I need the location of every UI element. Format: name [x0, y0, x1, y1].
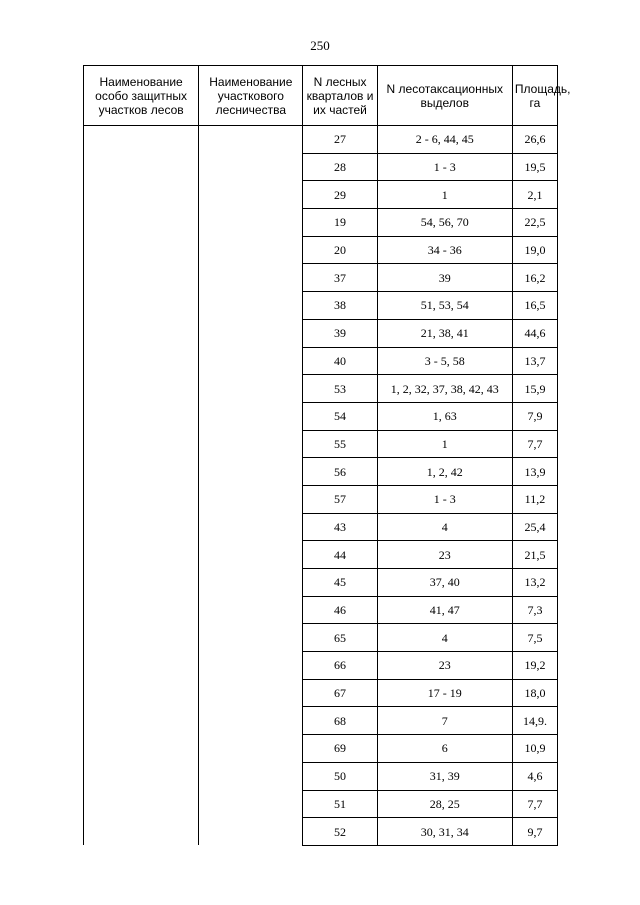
- page-number: 250: [310, 38, 330, 53]
- quarter-cell: 45: [303, 569, 377, 597]
- area-cell: 44,6: [512, 319, 557, 347]
- quarter-cell: 52: [303, 818, 377, 846]
- header-quarter-number: N лесных кварталов и их частей: [303, 66, 377, 126]
- quarter-cell: 56: [303, 458, 377, 486]
- compartments-cell: 34 - 36: [377, 236, 512, 264]
- quarter-cell: 55: [303, 430, 377, 458]
- quarter-cell: 68: [303, 707, 377, 735]
- header-area: Площадь, га: [512, 66, 557, 126]
- area-cell: 14,9.: [512, 707, 557, 735]
- area-cell: 15,9: [512, 375, 557, 403]
- area-cell: 13,2: [512, 569, 557, 597]
- compartments-cell: 3 - 5, 58: [377, 347, 512, 375]
- area-cell: 4,6: [512, 762, 557, 790]
- area-cell: 16,5: [512, 292, 557, 320]
- area-cell: 7,3: [512, 596, 557, 624]
- compartments-cell: 4: [377, 513, 512, 541]
- district-forestry-cell: [199, 126, 303, 846]
- compartments-cell: 1, 2, 42: [377, 458, 512, 486]
- quarter-cell: 65: [303, 624, 377, 652]
- area-cell: 7,7: [512, 430, 557, 458]
- area-cell: 19,5: [512, 153, 557, 181]
- compartments-cell: 1: [377, 181, 512, 209]
- quarter-cell: 46: [303, 596, 377, 624]
- compartments-cell: 28, 25: [377, 790, 512, 818]
- compartments-cell: 1 - 3: [377, 485, 512, 513]
- compartments-cell: 1: [377, 430, 512, 458]
- area-cell: 22,5: [512, 209, 557, 237]
- quarter-cell: 67: [303, 679, 377, 707]
- area-cell: 16,2: [512, 264, 557, 292]
- compartments-cell: 51, 53, 54: [377, 292, 512, 320]
- quarter-cell: 44: [303, 541, 377, 569]
- quarter-cell: 51: [303, 790, 377, 818]
- area-cell: 26,6: [512, 126, 557, 154]
- area-cell: 13,7: [512, 347, 557, 375]
- table-body: [84, 126, 558, 846]
- area-cell: 19,2: [512, 652, 557, 680]
- quarter-cell: 20: [303, 236, 377, 264]
- area-cell: 2,1: [512, 181, 557, 209]
- area-cell: 10,9: [512, 735, 557, 763]
- protected-area-cell: [84, 126, 199, 846]
- area-cell: 11,2: [512, 485, 557, 513]
- table-header: [84, 66, 571, 126]
- quarter-cell: 29: [303, 181, 377, 209]
- quarter-cell: 57: [303, 485, 377, 513]
- compartments-cell: 4: [377, 624, 512, 652]
- area-cell: 18,0: [512, 679, 557, 707]
- quarter-cell: 39: [303, 319, 377, 347]
- area-cell: 21,5: [512, 541, 557, 569]
- compartments-cell: 21, 38, 41: [377, 319, 512, 347]
- compartments-cell: 1, 2, 32, 37, 38, 42, 43: [377, 375, 512, 403]
- compartments-cell: 41, 47: [377, 596, 512, 624]
- header-protected-areas: Наименование особо защитных участков лесов: [84, 66, 199, 126]
- quarter-cell: 53: [303, 375, 377, 403]
- quarter-cell: 28: [303, 153, 377, 181]
- compartments-cell: 17 - 19: [377, 679, 512, 707]
- forest-plots-table: [83, 65, 571, 846]
- compartments-cell: 37, 40: [377, 569, 512, 597]
- quarter-cell: 69: [303, 735, 377, 763]
- compartments-cell: 30, 31, 34: [377, 818, 512, 846]
- quarter-cell: 27: [303, 126, 377, 154]
- quarter-cell: 66: [303, 652, 377, 680]
- quarter-cell: 50: [303, 762, 377, 790]
- compartments-cell: 7: [377, 707, 512, 735]
- quarter-cell: 40: [303, 347, 377, 375]
- compartments-cell: 23: [377, 541, 512, 569]
- area-cell: 25,4: [512, 513, 557, 541]
- header-compartment-number: N лесотаксационных выделов: [377, 66, 512, 126]
- quarter-cell: 19: [303, 209, 377, 237]
- header-row: [84, 66, 558, 126]
- compartments-cell: 1 - 3: [377, 153, 512, 181]
- compartments-cell: 39: [377, 264, 512, 292]
- compartments-cell: 1, 63: [377, 402, 512, 430]
- area-cell: 19,0: [512, 236, 557, 264]
- compartments-cell: 54, 56, 70: [377, 209, 512, 237]
- quarter-cell: 43: [303, 513, 377, 541]
- quarter-cell: 38: [303, 292, 377, 320]
- compartments-cell: 23: [377, 652, 512, 680]
- compartments-cell: 2 - 6, 44, 45: [377, 126, 512, 154]
- area-cell: 13,9: [512, 458, 557, 486]
- quarter-cell: 54: [303, 402, 377, 430]
- area-cell: 7,5: [512, 624, 557, 652]
- compartments-cell: 6: [377, 735, 512, 763]
- area-cell: 7,9: [512, 402, 557, 430]
- area-cell: 7,7: [512, 790, 557, 818]
- area-cell: 9,7: [512, 818, 557, 846]
- table-row: [84, 126, 558, 154]
- quarter-cell: 37: [303, 264, 377, 292]
- header-district-forestry: Наименование участкового лесничества: [199, 66, 303, 126]
- compartments-cell: 31, 39: [377, 762, 512, 790]
